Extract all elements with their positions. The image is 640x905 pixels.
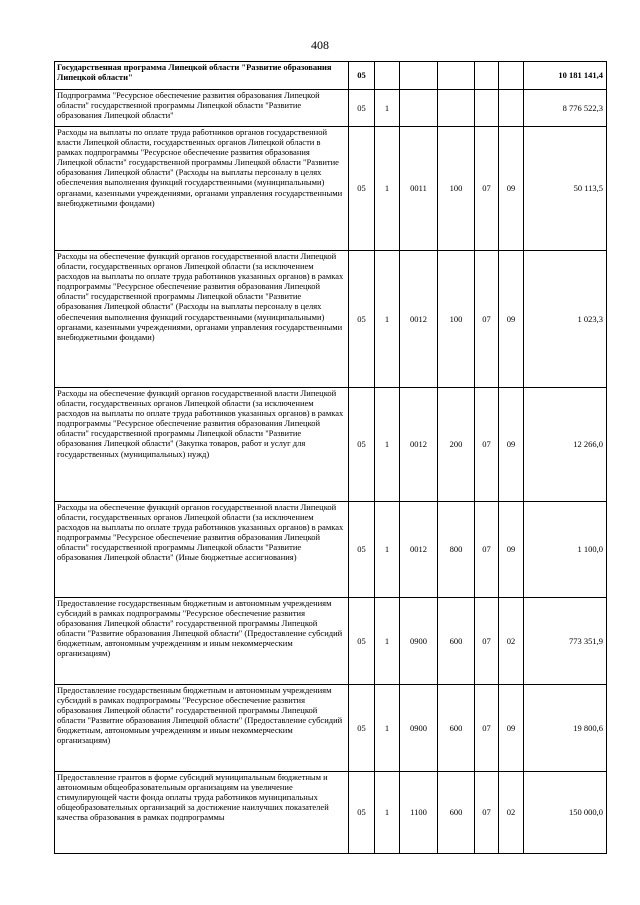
table-row [55, 62, 607, 90]
table-row [55, 502, 607, 598]
table-row [55, 772, 607, 854]
amount-cell: 19 800,6 [524, 685, 607, 772]
expense-type-cell: 100 [438, 251, 475, 388]
ministry-code-cell: 05 [349, 598, 375, 685]
article-code-cell: 0012 [400, 251, 438, 388]
article-code-cell: 0011 [400, 127, 438, 251]
table-row [55, 598, 607, 685]
budget-table [54, 61, 607, 854]
subprogram-code-cell: 1 [375, 685, 400, 772]
section-code-cell: 07 [475, 598, 499, 685]
ministry-code-cell: 05 [349, 685, 375, 772]
ministry-code-cell: 05 [349, 251, 375, 388]
subprogram-code-cell: 1 [375, 772, 400, 854]
subprogram-code-cell: 1 [375, 90, 400, 127]
article-code-cell: 0012 [400, 388, 438, 502]
row-name-cell: Расходы на обеспечение функций органов государственной власти Липецкой области, государственных органов Липецкой области (за исключением расходов на выплаты по оплате труда работников указанных органов) в рамках подпрограммы "Ресурсное обеспечение развития образования Липецкой области" государственной программы Липецкой области "Развитие образования Липецкой области" (Иные бюджетные ассигнования) [55, 502, 349, 598]
section-code-cell: 07 [475, 685, 499, 772]
subsection-code-cell: 09 [499, 251, 524, 388]
subsection-code-cell: 09 [499, 502, 524, 598]
row-name-cell: Предоставление грантов в форме субсидий муниципальным бюджетным и автономным общеобразовательным организациям на увеличение стимулирующей части фонда оплаты труда работников муниципальных общеобразовательных организаций за достижение наилучших показателей качества образования в рамках подпрограммы [55, 772, 349, 854]
expense-type-cell: 100 [438, 127, 475, 251]
table-row [55, 127, 607, 251]
table-row [55, 90, 607, 127]
ministry-code-cell: 05 [349, 502, 375, 598]
row-name-cell: Предоставление государственным бюджетным и автономным учреждениям субсидий в рамках подпрограммы "Ресурсное обеспечение развития образования Липецкой области" государственной программы Липецкой области "Развитие образования Липецкой области" (Предоставление субсидий бюджетным, автономным учреждениям и иным некоммерческим организациям) [55, 598, 349, 685]
row-name-cell: Подпрограмма "Ресурсное обеспечение развития образования Липецкой области" государственной программы Липецкой области "Развитие образования Липецкой области" [55, 90, 349, 127]
ministry-code-cell: 05 [349, 127, 375, 251]
subprogram-code-cell: 1 [375, 251, 400, 388]
table-row [55, 388, 607, 502]
article-code-cell: 1100 [400, 772, 438, 854]
ministry-code-cell: 05 [349, 772, 375, 854]
amount-cell: 150 000,0 [524, 772, 607, 854]
subsection-code-cell: 09 [499, 388, 524, 502]
amount-cell: 773 351,9 [524, 598, 607, 685]
section-code-cell [475, 90, 499, 127]
subsection-code-cell: 09 [499, 685, 524, 772]
amount-cell: 50 113,5 [524, 127, 607, 251]
subsection-code-cell: 02 [499, 772, 524, 854]
subsection-code-cell [499, 62, 524, 90]
section-code-cell: 07 [475, 388, 499, 502]
section-code-cell: 07 [475, 772, 499, 854]
table-row [55, 251, 607, 388]
ministry-code-cell: 05 [349, 90, 375, 127]
article-code-cell: 0012 [400, 502, 438, 598]
row-name-cell: Расходы на выплаты по оплате труда работников органов государственной власти Липецкой области, государственных органов Липецкой области в рамках подпрограммы "Ресурсное обеспечение развития образования Липецкой области" государственной программы Липецкой области "Развитие образования Липецкой области" (Расходы на выплаты персоналу в целях обеспечения выполнения функций государственными (муниципальными) органами, казенными учреждениями, органами управления государственными внебюджетными фондами) [55, 127, 349, 251]
expense-type-cell: 600 [438, 685, 475, 772]
expense-type-cell [438, 62, 475, 90]
amount-cell: 12 266,0 [524, 388, 607, 502]
article-code-cell [400, 62, 438, 90]
subsection-code-cell [499, 90, 524, 127]
section-code-cell: 07 [475, 251, 499, 388]
amount-cell: 8 776 522,3 [524, 90, 607, 127]
article-code-cell: 0900 [400, 598, 438, 685]
table-row [55, 685, 607, 772]
section-code-cell: 07 [475, 127, 499, 251]
row-name-cell: Расходы на обеспечение функций органов государственной власти Липецкой области, государственных органов Липецкой области (за исключением расходов на выплаты по оплате труда работников указанных органов) в рамках подпрограммы "Ресурсное обеспечение развития образования Липецкой области" государственной программы Липецкой области "Развитие образования Липецкой области" (Расходы на выплаты персоналу в целях обеспечения выполнения функций государственными (муниципальными) органами, казенными учреждениями, органами управления государственными внебюджетными фондами) [55, 251, 349, 388]
expense-type-cell: 600 [438, 598, 475, 685]
article-code-cell [400, 90, 438, 127]
subprogram-code-cell [375, 62, 400, 90]
row-name-cell: Государственная программа Липецкой области "Развитие образования Липецкой области" [55, 62, 349, 90]
page-number: 408 [311, 38, 329, 52]
subsection-code-cell: 09 [499, 127, 524, 251]
amount-cell: 1 023,3 [524, 251, 607, 388]
row-name-cell: Расходы на обеспечение функций органов государственной власти Липецкой области, государственных органов Липецкой области (за исключением расходов на выплаты по оплате труда работников указанных органов) в рамках подпрограммы "Ресурсное обеспечение развития образования Липецкой области" государственной программы Липецкой области "Развитие образования Липецкой области" (Закупка товаров, работ и услуг для государственных (муниципальных) нужд) [55, 388, 349, 502]
subprogram-code-cell: 1 [375, 388, 400, 502]
amount-cell: 10 181 141,4 [524, 62, 607, 90]
section-code-cell [475, 62, 499, 90]
article-code-cell: 0900 [400, 685, 438, 772]
subprogram-code-cell: 1 [375, 502, 400, 598]
subprogram-code-cell: 1 [375, 127, 400, 251]
expense-type-cell: 200 [438, 388, 475, 502]
ministry-code-cell: 05 [349, 62, 375, 90]
row-name-cell: Предоставление государственным бюджетным и автономным учреждениям субсидий в рамках подпрограммы "Ресурсное обеспечение развития образования Липецкой области" государственной программы Липецкой области "Развитие образования Липецкой области" (Предоставление субсидий бюджетным, автономным учреждениям и иным некоммерческим организациям) [55, 685, 349, 772]
subsection-code-cell: 02 [499, 598, 524, 685]
expense-type-cell: 800 [438, 502, 475, 598]
expense-type-cell [438, 90, 475, 127]
expense-type-cell: 600 [438, 772, 475, 854]
section-code-cell: 07 [475, 502, 499, 598]
amount-cell: 1 100,0 [524, 502, 607, 598]
subprogram-code-cell: 1 [375, 598, 400, 685]
ministry-code-cell: 05 [349, 388, 375, 502]
